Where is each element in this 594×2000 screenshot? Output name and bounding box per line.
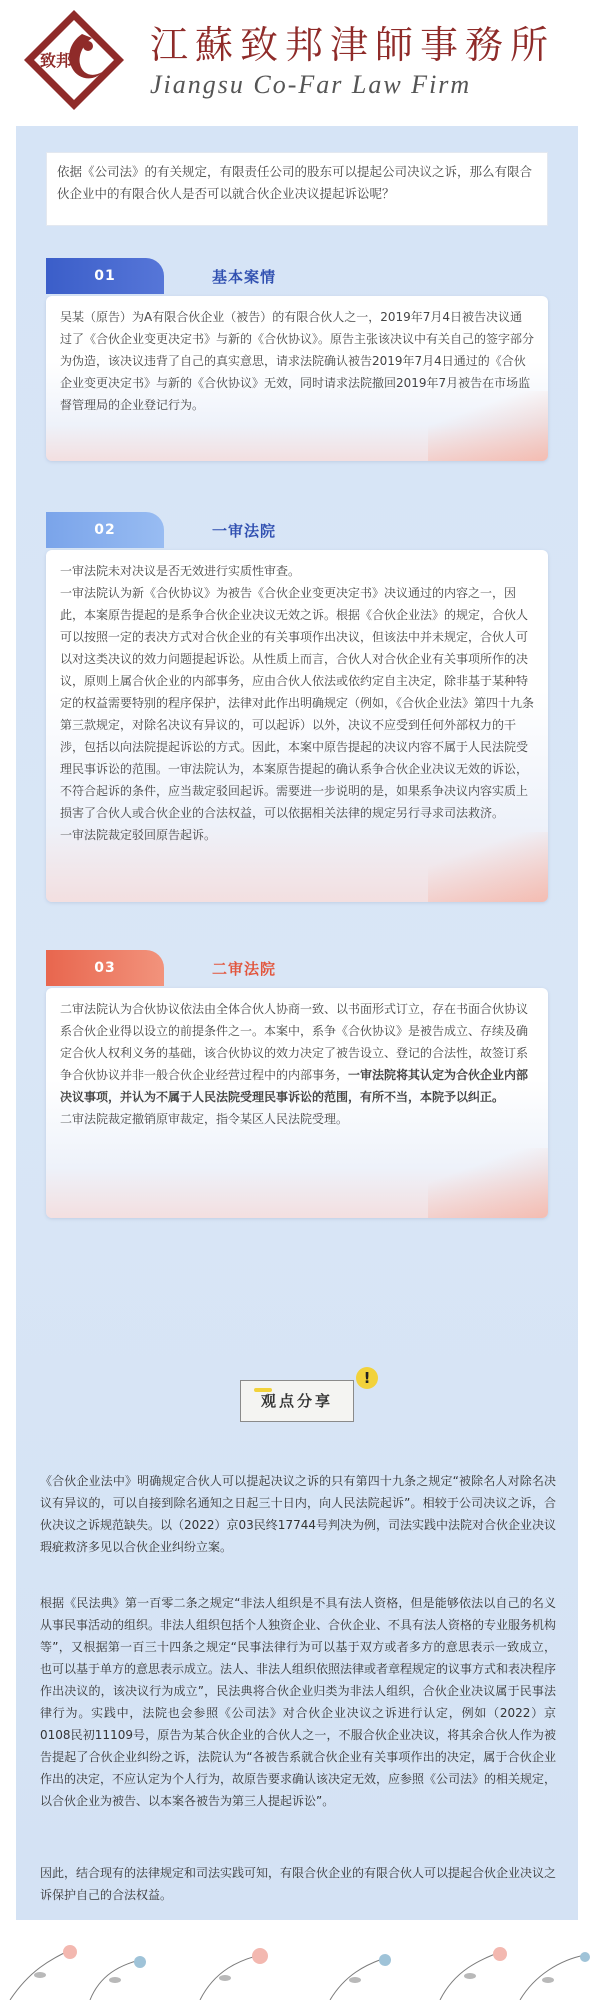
section-1-number-tab: 01 [46,258,164,294]
section-2-paragraph-1: 一审法院未对决议是否无效进行实质性审查。 [60,564,301,578]
section-2-title: 一审法院 [212,522,277,540]
section-2-card [46,550,548,902]
section-1-paragraph: 吴某（原告）为A有限合伙企业（被告）的有限合伙人之一，2019年7月4日被告决议通过了《合伙企业变更决定书》与新的《合伙协议》。原告主张该决议中有关自己的签字部分为伪造，该决议违背了自己的真实意思，请求法院确认被告2019年7月4日通过的《合伙企业变更决定书》与新的《合伙协议》无效，同时请求法院撤回2019年7月被告在市场监督管理局的企业登记行为。 [60,310,535,412]
analysis-paragraph-2: 根据《民法典》第一百零二条之规定“非法人组织是不具有法人资格，但是能够依法以自己的名义从事民事活动的组织。非法人组织包括个人独资企业、合伙企业、不具有法人资格的专业服务机构等”，又根据第一百三十四条之规定“民事法律行为可以基于双方或者多方的意思表示一致成立，也可以基于单方的意思表示成立。法人、非法人组织依照法律或者章程规定的议事方式和表决程序作出决议的，该决议行为成立”，民法典将合伙企业归类为非法人组织，合伙企业决议属于民事法律行为。实践中，法院也会参照《公司法》对合伙企业决议之诉进行认定，例如（2022）京0108民初11109号，原告为某合伙企业的合伙人之一，不服合伙企业决议，将其余合伙人作为被告提起了合伙企业纠纷之诉，法院认为“各被告系就合伙企业有关事项作出的决定，属于合伙企业作出的决定，不应认定为个人行为，故原告要求确认该决定无效，应参照《公司法》的相关规定，以合伙企业为被告、以本案各被告为第三人提起诉讼”。 [40,1596,557,1808]
section-2-paragraph-3: 一审法院裁定驳回原告起诉。 [60,828,217,842]
section-3-paragraph-2: 二审法院裁定撤销原审裁定，指令某区人民法院受理。 [60,1112,349,1126]
firm-name-chinese: 江蘇致邦津師事務所 [150,23,556,67]
card-ornament [428,1148,548,1218]
firm-logo-icon [22,8,126,112]
header [0,0,594,126]
section-1-title: 基本案情 [212,268,277,286]
section-3-text: 二审法院认为合伙协议依法由全体合伙人协商一致、以书面形式订立，存在书面合伙协议系合伙企业得以设立的前提条件之一。本案中，系争《合伙协议》是被告成立、存续及确定合伙人权利义务的基础，该合伙协议的效力决定了被告设立、登记的合法性，故签订系争合伙协议并非一般合伙企业经营过程中的内部事务， [60,1002,529,1082]
analysis-paragraph-3: 因此，结合现有的法律规定和司法实践可知，有限合伙企业的有限合伙人可以提起合伙企业决议之诉保护自己的合法权益。 [40,1866,557,1902]
section-3-title: 二审法院 [212,960,277,978]
section-2-number-tab: 02 [46,512,164,548]
firm-name-english: Jiangsu Co-Far Law Firm [150,70,472,99]
analysis-paragraph-1: 《合伙企业法中》明确规定合伙人可以提起决议之诉的只有第四十九条之规定“被除名人对除名决议有异议的，可以自接到除名通知之日起三十日内，向人民法院起诉”。相较于公司决议之诉，合伙决议之诉规范缺失。以（2022）京03民终17744号判决为例，司法实践中法院对合伙企业决议瑕疵救济多见以合伙企业纠纷立案。 [40,1474,556,1554]
section-3-bold-text: 一审法院将其认定为合伙企业内部决议事项，并认为不属于人民法院受理民事诉讼的范围，有所不当，本院予以纠正。 [60,1068,529,1104]
exclamation-icon: ! [356,1367,378,1389]
section-3-paragraph-1 [60,998,534,1108]
card-ornament [428,832,548,902]
section-2-paragraph-2: 一审法院认为新《合伙协议》为被告《合伙企业变更决定书》决议通过的内容之一，因此，本案原告提起的是系争合伙企业决议无效之诉。根据《合伙企业法》的规定，合伙人可以按照一定的表决方式对合伙企业的有关事项作出决议，但该法中并未规定，合伙人可以对这类决议的效力问题提起诉讼。从性质上而言，合伙人对合伙企业有关事项所作的决议，原则上属合伙企业的内部事务，应由合伙人依法或依约定自主决定，除非基于某种特定的权益需要特别的程序保护，法律对此作出明确规定（例如，《合伙企业法》第四十九条第三款规定，对除名决议有异议的，可以起诉）以外，决议不应受到任何外部权力的干涉，包括以向法院提起诉讼的方式。因此，本案中原告提起的决议内容不属于人民法院受理民事诉讼的范围。一审法院认为，本案原告提起的确认系争合伙企业决议无效的诉讼，不符合起诉的条件，应当裁定驳回起诉。需要进一步说明的是，如果系争决议内容实质上损害了合伙人或合伙企业的合法权益，可以依据相关法律的规定另行寻求司法救济。 [60,586,535,820]
highlight-accent [254,1388,272,1392]
card-ornament [428,391,548,461]
opinion-share-heading: 观点分享 [240,1380,354,1422]
floral-decoration-icon [0,1930,594,2000]
section-3-number-tab: 03 [46,950,164,986]
section-1-card [46,296,548,461]
logo-char-1: 致邦 [40,51,73,70]
intro-question: 依据《公司法》的有关规定，有限责任公司的股东可以提起公司决议之诉，那么有限合伙企业中的有限合伙人是否可以就合伙企业决议提起诉讼呢？ [46,152,548,226]
section-3-card [46,988,548,1218]
